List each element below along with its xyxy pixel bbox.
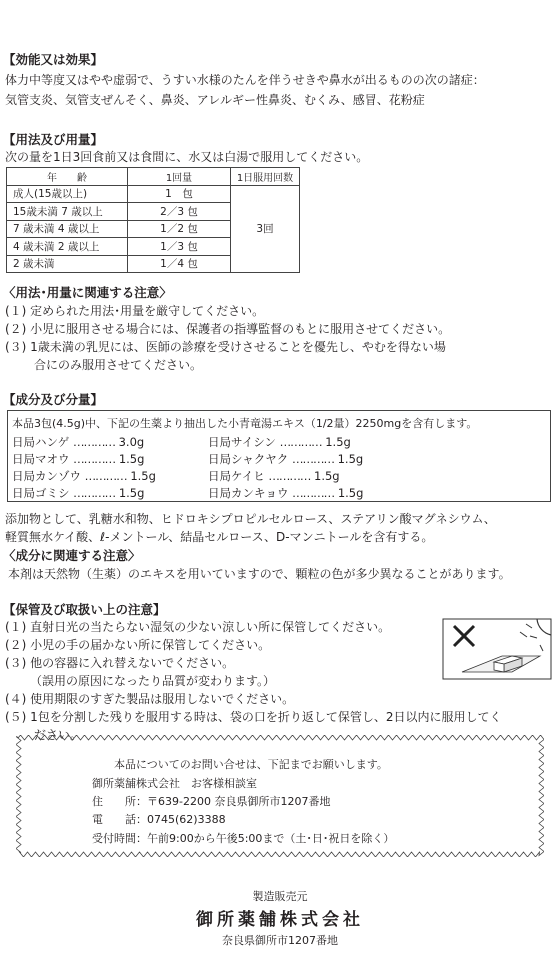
ingredient-notes-text: 本剤は天然物（生薬）のエキスを用いていますので、顆粒の色が多少異なることがあります。 xyxy=(8,567,511,581)
usage-note-item: (１) 定められた用法･用量を厳守してください。 xyxy=(5,304,265,318)
contact-intro: 本品についてのお問い合せは、下記までお願いします。 xyxy=(114,758,388,771)
contact-address-row xyxy=(92,793,330,809)
ingredient-row xyxy=(208,434,351,450)
ingredient-row xyxy=(12,468,156,484)
ingredients-intro: 本品3包(4.5g)中、下記の生薬より抽出した小青竜湯エキス（1/2量）2250mgを含有します。 xyxy=(12,417,478,430)
ingredients-box xyxy=(7,410,551,502)
ingredient-amount: 1.5g xyxy=(337,452,364,466)
no-direct-sunlight-icon xyxy=(442,618,552,680)
ingredient-dots: ………… xyxy=(279,435,322,449)
maker-label: 製造販売元 xyxy=(252,890,308,903)
ingredient-dots: ………… xyxy=(73,452,116,466)
ingredient-row xyxy=(208,451,363,467)
dosage-intro: 次の量を1日3回食前又は食間に、水又は白湯で服用してください。 xyxy=(5,150,369,164)
ingredient-amount: 1.5g xyxy=(325,435,351,449)
contact-phone-label: 電 話： xyxy=(92,813,147,826)
table-cell-dose: 1／4 包 xyxy=(128,255,231,273)
contact-address-label: 住 所： xyxy=(92,795,147,808)
usage-note-item: 合にのみ服用させてください。 xyxy=(34,358,203,372)
table-cell-age: 15歳未満 7 歳以上 xyxy=(7,203,128,221)
table-cell-age: 成人(15歳以上) xyxy=(7,185,128,203)
ingredient-amount: 3.0g xyxy=(118,435,145,449)
ingredient-amount: 1.5g xyxy=(118,486,145,500)
maker-name: 御所薬舗株式会社 xyxy=(196,910,364,930)
additives-line-1: 添加物として、乳糖水和物、ヒドロキシプロピルセルロース、ステアリン酸マグネシウム、 xyxy=(5,512,496,526)
usage-note-item: (３) 1歳未満の乳児には、医師の診療を受けさせることを優先し、やむを得ない場 xyxy=(5,340,446,354)
contact-company: 御所薬舗株式会社 お客様相談室 xyxy=(92,777,257,790)
contact-phone: 0745(62)3388 xyxy=(147,813,226,826)
ingredient-row xyxy=(12,451,144,467)
storage-item: ださい。 xyxy=(34,728,83,742)
ingredient-amount: 1.5g xyxy=(314,469,340,483)
ingredient-dots: ………… xyxy=(73,486,116,500)
table-header-age: 年 齢 xyxy=(7,168,128,186)
table-cell-age: 4 歳未満 2 歳以上 xyxy=(7,238,128,256)
storage-heading: 【保管及び取扱い上の注意】 xyxy=(3,602,166,617)
ingredient-amount: 1.5g xyxy=(130,469,156,483)
ingredient-name: 日局ゴミシ xyxy=(12,486,70,500)
efficacy-line-2: 気管支炎、気管支ぜんそく、鼻炎、アレルギー性鼻炎、むくみ、感冒、花粉症 xyxy=(5,93,425,107)
dosage-heading: 【用法及び用量】 xyxy=(3,132,104,147)
efficacy-heading: 【効能又は効果】 xyxy=(3,52,104,67)
ingredient-name: 日局サイシン xyxy=(208,435,276,449)
storage-item: (２) 小児の手の届かない所に保管してください。 xyxy=(5,638,271,652)
usage-note-item: (２) 小児に服用させる場合には、保護者の指導監督のもとに服用させてください。 xyxy=(5,322,451,336)
table-cell-dose: 2／3 包 xyxy=(128,203,231,221)
table-cell-dose: 1／2 包 xyxy=(128,220,231,238)
additives-line-2: 軽質無水ケイ酸、ℓ-メントール、結晶セルロース、D-マンニトールを含有する。 xyxy=(5,530,434,544)
ingredient-row xyxy=(12,485,144,501)
ingredient-name: 日局カンゾウ xyxy=(12,469,81,483)
efficacy-line-1: 体力中等度又はやや虚弱で、うすい水様のたんを伴うせきや鼻水が出るものの次の諸症： xyxy=(5,73,485,87)
dosage-table xyxy=(6,167,300,273)
ingredients-heading: 【成分及び分量】 xyxy=(3,392,104,407)
ingredient-name: 日局カンキョウ xyxy=(208,486,289,500)
table-row xyxy=(7,185,300,203)
ingredient-row xyxy=(208,485,363,501)
ingredient-dots: ………… xyxy=(84,469,127,483)
ingredient-name: 日局シャクヤク xyxy=(208,452,289,466)
ingredient-row xyxy=(12,434,144,450)
contact-hours-row xyxy=(92,830,394,846)
contact-address: 〒639-2200 奈良県御所市1207番地 xyxy=(147,795,331,808)
table-header-times: 1日服用回数 xyxy=(231,168,300,186)
ingredient-name: 日局ハンゲ xyxy=(12,435,70,449)
table-cell-dose: 1／3 包 xyxy=(128,238,231,256)
table-cell-age: 2 歳未満 xyxy=(7,255,128,273)
table-header-dose: 1回量 xyxy=(128,168,231,186)
contact-phone-row xyxy=(92,811,226,827)
usage-notes-heading: 〈用法･用量に関連する注意〉 xyxy=(3,285,172,300)
storage-item: (１) 直射日光の当たらない湿気の少ない涼しい所に保管してください。 xyxy=(5,620,391,634)
ingredient-dots: ………… xyxy=(291,452,334,466)
ingredient-notes-heading: 〈成分に関連する注意〉 xyxy=(3,548,141,563)
storage-item: (３) 他の容器に入れ替えないでください。 xyxy=(5,656,235,670)
ingredient-dots: ………… xyxy=(292,486,335,500)
maker-address: 奈良県御所市1207番地 xyxy=(222,934,338,947)
contact-hours-label: 受付時間： xyxy=(92,832,147,845)
storage-item: (４) 使用期限のすぎた製品は服用しないでください。 xyxy=(5,692,295,706)
storage-item: (５) 1包を分割した残りを服用する時は、袋の口を折り返して保管し、2日以内に服用してく xyxy=(5,710,502,724)
storage-item: （誤用の原因になったり品質が変わります。） xyxy=(30,674,276,688)
contact-hours: 午前9:00から午後5:00まで（土･日･祝日を除く） xyxy=(147,832,395,845)
ingredient-name: 日局マオウ xyxy=(12,452,70,466)
table-cell-age: 7 歳未満 4 歳以上 xyxy=(7,220,128,238)
ingredient-row xyxy=(208,468,340,484)
table-cell-times: 3回 xyxy=(231,185,300,273)
ingredient-name: 日局ケイヒ xyxy=(208,469,265,483)
ingredient-dots: ………… xyxy=(268,469,311,483)
table-cell-dose: 1 包 xyxy=(128,185,231,203)
ingredient-amount: 1.5g xyxy=(118,452,145,466)
ingredient-amount: 1.5g xyxy=(337,486,364,500)
ingredient-dots: ………… xyxy=(72,435,115,449)
